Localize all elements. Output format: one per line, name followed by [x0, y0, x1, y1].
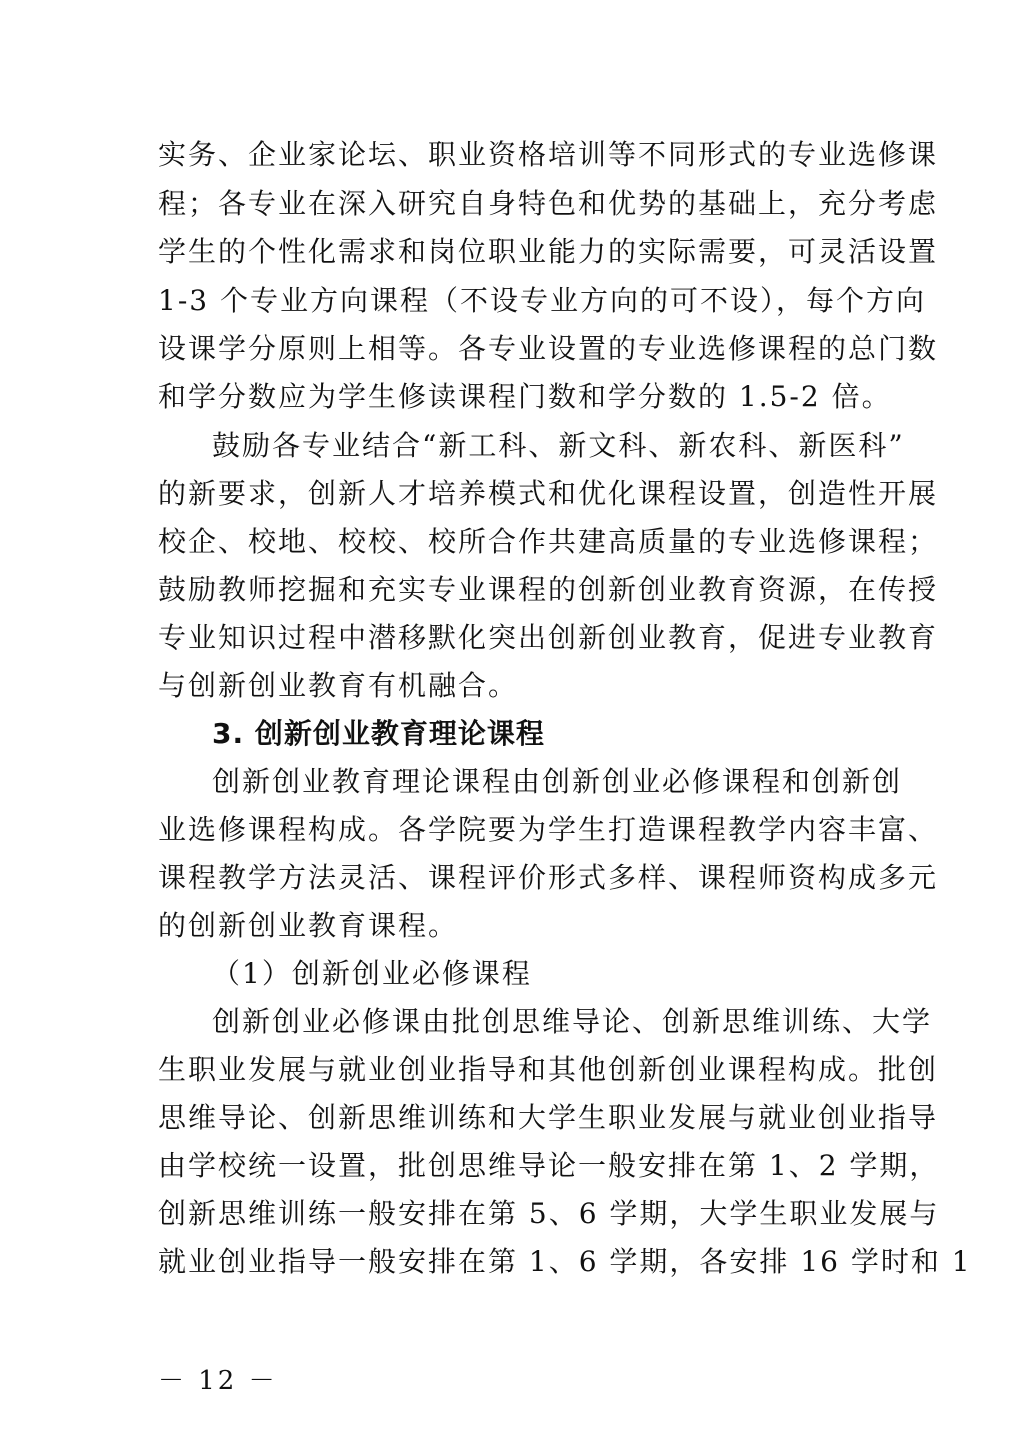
paragraph-line-15: 课程教学方法灵活、课程评价形式多样、课程师资构成多元 [158, 861, 939, 894]
paragraph-line-5: 设课学分原则上相等。各专业设置的专业选修课程的总门数 [158, 332, 939, 365]
paragraph-line-14: 业选修课程构成。各学院要为学生打造课程教学内容丰富、 [158, 813, 939, 846]
paragraph-line-10: 鼓励教师挖掘和充实专业课程的创新创业教育资源，在传授 [158, 573, 939, 606]
subsection-heading: （1）创新创业必修课程 [212, 957, 532, 990]
paragraph-line-4: 1-3 个专业方向课程（不设专业方向的可不设），每个方向 [158, 284, 926, 317]
paragraph-line-22: 就业创业指导一般安排在第 1、6 学期，各安排 16 学时和 1 [158, 1245, 972, 1278]
paragraph-line-1: 实务、企业家论坛、职业资格培训等不同形式的专业选修课 [158, 138, 939, 171]
paragraph-line-17: 创新创业必修课由批创思维导论、创新思维训练、大学 [212, 1005, 933, 1038]
section-heading: 3. 创新创业教育理论课程 [212, 717, 545, 750]
page-number: － 12 － [158, 1366, 278, 1396]
paragraph-line-18: 生职业发展与就业创业指导和其他创新创业课程构成。批创 [158, 1053, 939, 1086]
paragraph-line-21: 创新思维训练一般安排在第 5、6 学期，大学生职业发展与 [158, 1197, 940, 1230]
paragraph-line-8: 的新要求，创新人才培养模式和优化课程设置，创造性开展 [158, 477, 939, 510]
paragraph-line-9: 校企、校地、校校、校所合作共建高质量的专业选修课程； [158, 525, 939, 558]
paragraph-line-12: 与创新创业教育有机融合。 [158, 669, 519, 702]
paragraph-line-19: 思维导论、创新思维训练和大学生职业发展与就业创业指导 [158, 1101, 939, 1134]
paragraph-line-13: 创新创业教育理论课程由创新创业必修课程和创新创 [212, 765, 903, 798]
paragraph-line-3: 学生的个性化需求和岗位职业能力的实际需要，可灵活设置 [158, 235, 939, 268]
paragraph-line-7: 鼓励各专业结合“新工科、新文科、新农科、新医科” [212, 429, 905, 462]
paragraph-line-6: 和学分数应为学生修读课程门数和学分数的 1.5-2 倍。 [158, 380, 892, 413]
paragraph-line-11: 专业知识过程中潜移默化突出创新创业教育，促进专业教育 [158, 621, 939, 654]
paragraph-line-2: 程；各专业在深入研究自身特色和优势的基础上，充分考虑 [158, 187, 939, 220]
paragraph-line-16: 的创新创业教育课程。 [158, 909, 459, 942]
paragraph-line-20: 由学校统一设置，批创思维导论一般安排在第 1、2 学期， [158, 1149, 940, 1182]
